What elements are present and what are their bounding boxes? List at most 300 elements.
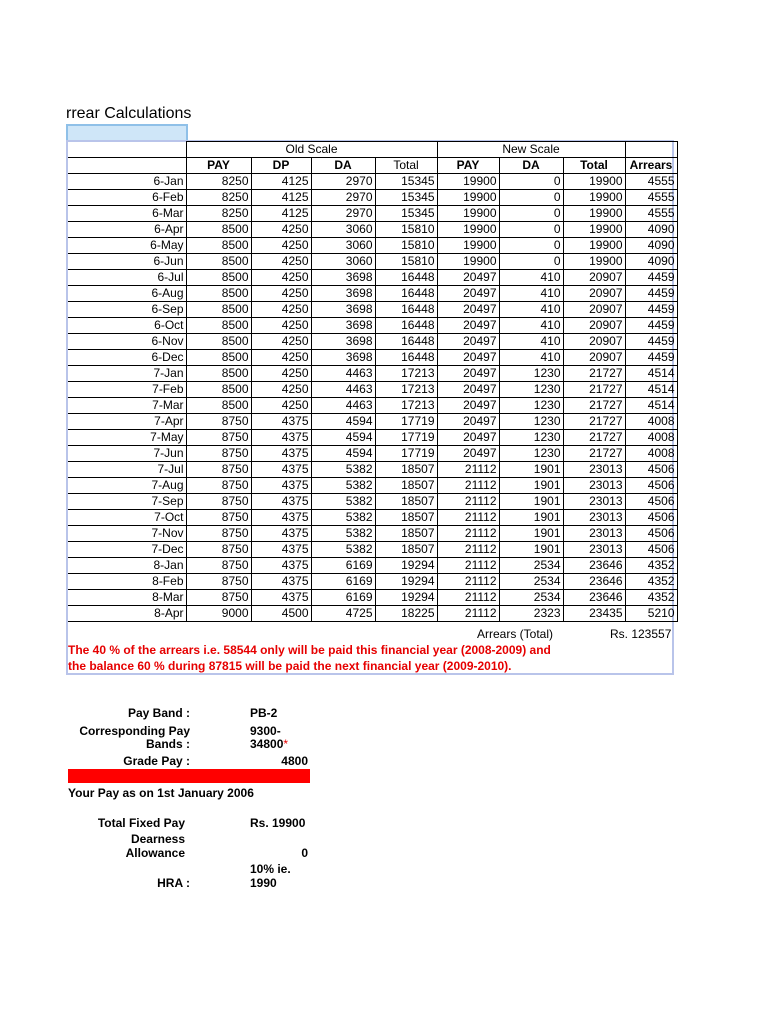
value-cell[interactable]: 4555 xyxy=(625,190,677,206)
value-cell[interactable]: 8750 xyxy=(186,478,251,494)
value-cell[interactable]: 19900 xyxy=(563,190,625,206)
month-cell[interactable]: 6-Jan xyxy=(68,174,186,190)
value-cell[interactable]: 23013 xyxy=(563,542,625,558)
grade-pay-value: 4800 xyxy=(281,754,308,768)
value-cell[interactable]: 4459 xyxy=(625,286,677,302)
value-cell[interactable]: 410 xyxy=(499,286,563,302)
hra-label: HRA : xyxy=(157,876,190,890)
month-cell[interactable]: 7-Sep xyxy=(68,494,186,510)
table-row xyxy=(68,398,677,414)
value-cell[interactable]: 16448 xyxy=(375,350,437,366)
value-cell[interactable]: 4008 xyxy=(625,430,677,446)
value-cell[interactable]: 4090 xyxy=(625,238,677,254)
value-cell[interactable]: 19900 xyxy=(563,254,625,270)
month-cell[interactable]: 7-Jul xyxy=(68,462,186,478)
value-cell[interactable]: 15810 xyxy=(375,238,437,254)
value-cell[interactable]: 4250 xyxy=(251,254,311,270)
value-cell[interactable]: 8250 xyxy=(186,206,251,222)
value-cell[interactable]: 0 xyxy=(499,222,563,238)
month-cell[interactable]: 7-Feb xyxy=(68,382,186,398)
value-cell[interactable]: 23013 xyxy=(563,510,625,526)
total-fixed-pay-label: Total Fixed Pay xyxy=(97,816,185,830)
month-cell[interactable]: 7-Nov xyxy=(68,526,186,542)
corresponding-pay-value-1: 9300- xyxy=(250,724,281,738)
value-cell[interactable]: 4125 xyxy=(251,206,311,222)
table-row xyxy=(68,510,677,526)
sheet-title: rrear Calculations xyxy=(66,105,192,122)
value-cell[interactable]: 5210 xyxy=(625,606,677,622)
value-cell[interactable]: 4459 xyxy=(625,318,677,334)
value-cell[interactable]: 4352 xyxy=(625,558,677,574)
value-cell[interactable]: 20497 xyxy=(437,414,499,430)
value-cell[interactable]: 4506 xyxy=(625,510,677,526)
table-row xyxy=(68,302,677,318)
value-cell[interactable]: 9000 xyxy=(186,606,251,622)
table-row xyxy=(68,318,677,334)
value-cell[interactable]: 410 xyxy=(499,302,563,318)
value-cell[interactable]: 8500 xyxy=(186,286,251,302)
value-cell[interactable]: 4375 xyxy=(251,446,311,462)
value-cell[interactable]: 4459 xyxy=(625,270,677,286)
new-scale-header: New Scale xyxy=(437,142,625,158)
value-cell[interactable]: 8750 xyxy=(186,494,251,510)
value-cell[interactable]: 4514 xyxy=(625,398,677,414)
value-cell[interactable]: 4375 xyxy=(251,558,311,574)
value-cell[interactable]: 6169 xyxy=(311,558,375,574)
col-header-old-dp: DP xyxy=(251,158,311,174)
old-scale-header: Old Scale xyxy=(186,142,437,158)
value-cell[interactable]: 410 xyxy=(499,350,563,366)
value-cell[interactable]: 18507 xyxy=(375,494,437,510)
value-cell[interactable]: 4506 xyxy=(625,462,677,478)
value-cell[interactable]: 1230 xyxy=(499,446,563,462)
value-cell[interactable]: 8500 xyxy=(186,238,251,254)
month-cell[interactable]: 7-Apr xyxy=(68,414,186,430)
value-cell[interactable]: 8750 xyxy=(186,414,251,430)
value-cell[interactable]: 4250 xyxy=(251,286,311,302)
table-row xyxy=(68,430,677,446)
value-cell[interactable]: 19900 xyxy=(437,206,499,222)
grade-pay-label: Grade Pay : xyxy=(123,754,190,768)
value-cell[interactable]: 2323 xyxy=(499,606,563,622)
month-cell[interactable]: 7-Jun xyxy=(68,446,186,462)
value-cell[interactable]: 1230 xyxy=(499,414,563,430)
value-cell[interactable]: 0 xyxy=(499,190,563,206)
value-cell[interactable]: 17719 xyxy=(375,446,437,462)
value-cell[interactable]: 4090 xyxy=(625,254,677,270)
value-cell[interactable]: 4459 xyxy=(625,334,677,350)
value-cell[interactable]: 21112 xyxy=(437,542,499,558)
value-cell[interactable]: 4008 xyxy=(625,446,677,462)
value-cell[interactable]: 21112 xyxy=(437,510,499,526)
value-cell[interactable]: 3698 xyxy=(311,334,375,350)
value-cell[interactable]: 1230 xyxy=(499,398,563,414)
value-cell[interactable]: 19900 xyxy=(437,222,499,238)
value-cell[interactable]: 1230 xyxy=(499,382,563,398)
value-cell[interactable]: 21727 xyxy=(563,382,625,398)
value-cell[interactable]: 8500 xyxy=(186,334,251,350)
value-cell[interactable]: 410 xyxy=(499,318,563,334)
value-cell[interactable]: 19294 xyxy=(375,558,437,574)
value-cell[interactable]: 20907 xyxy=(563,318,625,334)
month-cell[interactable]: 6-Oct xyxy=(68,318,186,334)
value-cell[interactable]: 20907 xyxy=(563,286,625,302)
month-cell[interactable]: 6-Jun xyxy=(68,254,186,270)
col-header-old-total: Total xyxy=(375,158,437,174)
value-cell[interactable]: 16448 xyxy=(375,302,437,318)
table-row xyxy=(68,494,677,510)
value-cell[interactable]: 23013 xyxy=(563,526,625,542)
table-row xyxy=(68,574,677,590)
value-cell[interactable]: 21112 xyxy=(437,590,499,606)
value-cell[interactable]: 5382 xyxy=(311,542,375,558)
value-cell[interactable]: 19900 xyxy=(563,206,625,222)
your-pay-heading: Your Pay as on 1st January 2006 xyxy=(68,786,254,800)
month-cell[interactable]: 7-Jan xyxy=(68,366,186,382)
value-cell[interactable]: 0 xyxy=(499,254,563,270)
value-cell[interactable]: 4125 xyxy=(251,190,311,206)
value-cell[interactable]: 19900 xyxy=(437,174,499,190)
value-cell[interactable]: 4594 xyxy=(311,430,375,446)
value-cell[interactable]: 1230 xyxy=(499,430,563,446)
value-cell[interactable]: 3698 xyxy=(311,286,375,302)
value-cell[interactable]: 3060 xyxy=(311,238,375,254)
value-cell[interactable]: 20907 xyxy=(563,350,625,366)
value-cell[interactable]: 16448 xyxy=(375,270,437,286)
value-cell[interactable]: 21112 xyxy=(437,462,499,478)
table-row xyxy=(68,542,677,558)
value-cell[interactable]: 20907 xyxy=(563,270,625,286)
value-cell[interactable]: 4506 xyxy=(625,478,677,494)
value-cell[interactable]: 21727 xyxy=(563,398,625,414)
value-cell[interactable]: 15810 xyxy=(375,222,437,238)
month-cell[interactable]: 8-Jan xyxy=(68,558,186,574)
value-cell[interactable]: 21727 xyxy=(563,446,625,462)
value-cell[interactable]: 20497 xyxy=(437,430,499,446)
value-cell[interactable]: 23013 xyxy=(563,494,625,510)
value-cell[interactable]: 8250 xyxy=(186,190,251,206)
note-line-2: the balance 60 % during 87815 will be paid the next financial year (2009-2010). xyxy=(68,659,512,673)
value-cell[interactable]: 2534 xyxy=(499,590,563,606)
value-cell[interactable]: 16448 xyxy=(375,334,437,350)
table-row xyxy=(68,446,677,462)
value-cell[interactable]: 21727 xyxy=(563,414,625,430)
value-cell[interactable]: 18507 xyxy=(375,510,437,526)
value-cell[interactable]: 8500 xyxy=(186,302,251,318)
value-cell[interactable]: 19900 xyxy=(437,190,499,206)
value-cell[interactable]: 1901 xyxy=(499,462,563,478)
value-cell[interactable]: 23435 xyxy=(563,606,625,622)
value-cell[interactable]: 19900 xyxy=(437,254,499,270)
value-cell[interactable]: 23646 xyxy=(563,558,625,574)
value-cell[interactable]: 20497 xyxy=(437,302,499,318)
table-row xyxy=(68,478,677,494)
value-cell[interactable]: 3698 xyxy=(311,302,375,318)
month-cell[interactable]: 6-Nov xyxy=(68,334,186,350)
value-cell[interactable]: 17213 xyxy=(375,366,437,382)
value-cell[interactable]: 19294 xyxy=(375,574,437,590)
table-row xyxy=(68,286,677,302)
value-cell[interactable]: 3698 xyxy=(311,318,375,334)
month-cell[interactable]: 6-Sep xyxy=(68,302,186,318)
value-cell[interactable]: 20497 xyxy=(437,270,499,286)
value-cell[interactable]: 4459 xyxy=(625,302,677,318)
value-cell[interactable]: 4008 xyxy=(625,414,677,430)
value-cell[interactable]: 2534 xyxy=(499,558,563,574)
value-cell[interactable]: 4250 xyxy=(251,318,311,334)
value-cell[interactable]: 2970 xyxy=(311,190,375,206)
value-cell[interactable]: 8750 xyxy=(186,462,251,478)
value-cell[interactable]: 4463 xyxy=(311,382,375,398)
value-cell[interactable]: 23646 xyxy=(563,574,625,590)
value-cell[interactable]: 4250 xyxy=(251,398,311,414)
month-cell[interactable]: 7-May xyxy=(68,430,186,446)
value-cell[interactable]: 4125 xyxy=(251,174,311,190)
value-cell[interactable]: 4506 xyxy=(625,542,677,558)
value-cell[interactable]: 3698 xyxy=(311,350,375,366)
value-cell[interactable]: 2534 xyxy=(499,574,563,590)
value-cell[interactable]: 1901 xyxy=(499,542,563,558)
value-cell[interactable]: 6169 xyxy=(311,574,375,590)
table-row xyxy=(68,206,677,222)
value-cell[interactable]: 8750 xyxy=(186,446,251,462)
value-cell[interactable]: 5382 xyxy=(311,494,375,510)
value-cell[interactable]: 3060 xyxy=(311,222,375,238)
value-cell[interactable]: 0 xyxy=(499,238,563,254)
value-cell[interactable]: 4352 xyxy=(625,574,677,590)
table-row xyxy=(68,366,677,382)
value-cell[interactable]: 6169 xyxy=(311,590,375,606)
value-cell[interactable]: 21727 xyxy=(563,430,625,446)
value-cell[interactable]: 8500 xyxy=(186,382,251,398)
value-cell[interactable]: 1901 xyxy=(499,510,563,526)
value-cell[interactable]: 8500 xyxy=(186,398,251,414)
value-cell[interactable]: 4594 xyxy=(311,446,375,462)
table-row xyxy=(68,526,677,542)
value-cell[interactable]: 21112 xyxy=(437,574,499,590)
table-row xyxy=(68,606,677,622)
table-row xyxy=(68,462,677,478)
value-cell[interactable]: 2970 xyxy=(311,174,375,190)
value-cell[interactable]: 4250 xyxy=(251,270,311,286)
value-cell[interactable]: 18507 xyxy=(375,478,437,494)
value-cell[interactable]: 8750 xyxy=(186,430,251,446)
value-cell[interactable]: 4375 xyxy=(251,590,311,606)
month-cell[interactable]: 6-Mar xyxy=(68,206,186,222)
value-cell[interactable]: 4725 xyxy=(311,606,375,622)
value-cell[interactable]: 4090 xyxy=(625,222,677,238)
value-cell[interactable]: 4250 xyxy=(251,382,311,398)
value-cell[interactable]: 4555 xyxy=(625,174,677,190)
scale-header-row xyxy=(68,142,677,158)
month-cell[interactable]: 6-Dec xyxy=(68,350,186,366)
value-cell[interactable]: 19900 xyxy=(563,238,625,254)
month-cell[interactable]: 6-Apr xyxy=(68,222,186,238)
value-cell[interactable]: 5382 xyxy=(311,462,375,478)
value-cell[interactable]: 17719 xyxy=(375,414,437,430)
required-star: * xyxy=(283,737,289,751)
value-cell[interactable]: 4375 xyxy=(251,526,311,542)
value-cell[interactable]: 19900 xyxy=(563,174,625,190)
value-cell[interactable]: 20497 xyxy=(437,446,499,462)
value-cell[interactable]: 17213 xyxy=(375,398,437,414)
value-cell[interactable]: 1230 xyxy=(499,366,563,382)
value-cell[interactable]: 5382 xyxy=(311,478,375,494)
value-cell[interactable]: 4375 xyxy=(251,430,311,446)
value-cell[interactable]: 1901 xyxy=(499,478,563,494)
value-cell[interactable]: 4594 xyxy=(311,414,375,430)
value-cell[interactable]: 8750 xyxy=(186,574,251,590)
table-row xyxy=(68,334,677,350)
value-cell[interactable]: 3060 xyxy=(311,254,375,270)
value-cell[interactable]: 4375 xyxy=(251,574,311,590)
value-cell[interactable]: 15345 xyxy=(375,190,437,206)
value-cell[interactable]: 18507 xyxy=(375,462,437,478)
value-cell[interactable]: 2970 xyxy=(311,206,375,222)
value-cell[interactable]: 21727 xyxy=(563,366,625,382)
value-cell[interactable]: 4250 xyxy=(251,350,311,366)
value-cell[interactable]: 8500 xyxy=(186,222,251,238)
value-cell[interactable]: 4375 xyxy=(251,494,311,510)
value-cell[interactable]: 4375 xyxy=(251,414,311,430)
value-cell[interactable]: 20497 xyxy=(437,318,499,334)
value-cell[interactable]: 4250 xyxy=(251,238,311,254)
value-cell[interactable]: 4250 xyxy=(251,302,311,318)
value-cell[interactable]: 8500 xyxy=(186,350,251,366)
value-cell[interactable]: 5382 xyxy=(311,510,375,526)
value-cell[interactable]: 4375 xyxy=(251,510,311,526)
value-cell[interactable]: 410 xyxy=(499,270,563,286)
value-cell[interactable]: 19294 xyxy=(375,590,437,606)
month-cell[interactable]: 7-Dec xyxy=(68,542,186,558)
value-cell[interactable]: 4555 xyxy=(625,206,677,222)
value-cell[interactable]: 1901 xyxy=(499,526,563,542)
month-cell[interactable]: 8-Mar xyxy=(68,590,186,606)
value-cell[interactable]: 8750 xyxy=(186,542,251,558)
month-cell[interactable]: 7-Mar xyxy=(68,398,186,414)
month-cell[interactable]: 6-Aug xyxy=(68,286,186,302)
value-cell[interactable]: 4506 xyxy=(625,494,677,510)
corresponding-pay-label-1: Corresponding Pay xyxy=(79,724,190,738)
value-cell[interactable]: 4514 xyxy=(625,366,677,382)
month-cell[interactable]: 6-Feb xyxy=(68,190,186,206)
value-cell[interactable]: 1901 xyxy=(499,494,563,510)
month-cell[interactable]: 7-Aug xyxy=(68,478,186,494)
value-cell[interactable]: 4250 xyxy=(251,334,311,350)
hra-value-2: 1990 xyxy=(250,876,277,890)
value-cell[interactable]: 21112 xyxy=(437,478,499,494)
value-cell[interactable]: 0 xyxy=(499,174,563,190)
table-row xyxy=(68,190,677,206)
value-cell[interactable]: 8500 xyxy=(186,366,251,382)
column-header-row xyxy=(68,158,677,174)
value-cell[interactable]: 5382 xyxy=(311,526,375,542)
value-cell[interactable]: 16448 xyxy=(375,286,437,302)
value-cell[interactable]: 23013 xyxy=(563,478,625,494)
value-cell[interactable]: 21112 xyxy=(437,526,499,542)
col-header-old-da: DA xyxy=(311,158,375,174)
value-cell[interactable]: 17719 xyxy=(375,430,437,446)
value-cell[interactable]: 19900 xyxy=(563,222,625,238)
value-cell[interactable]: 4250 xyxy=(251,366,311,382)
table-row xyxy=(68,222,677,238)
value-cell[interactable]: 20497 xyxy=(437,334,499,350)
month-cell[interactable]: 8-Apr xyxy=(68,606,186,622)
hra-value-1: 10% ie. xyxy=(250,862,291,876)
arrears-total-label: Arrears (Total) xyxy=(477,627,554,641)
value-cell[interactable]: 8750 xyxy=(186,558,251,574)
value-cell[interactable]: 4514 xyxy=(625,382,677,398)
table-row xyxy=(68,174,677,190)
value-cell[interactable]: 17213 xyxy=(375,382,437,398)
value-cell[interactable]: 8500 xyxy=(186,270,251,286)
arrears-total-value: Rs. 123557 xyxy=(610,627,672,641)
value-cell[interactable]: 15810 xyxy=(375,254,437,270)
table-row xyxy=(68,270,677,286)
value-cell[interactable]: 4463 xyxy=(311,366,375,382)
table-row xyxy=(68,558,677,574)
value-cell[interactable]: 20497 xyxy=(437,382,499,398)
col-header-old-pay: PAY xyxy=(186,158,251,174)
arrears-table xyxy=(68,141,678,622)
value-cell[interactable]: 20497 xyxy=(437,350,499,366)
value-cell[interactable]: 4375 xyxy=(251,462,311,478)
value-cell[interactable]: 18225 xyxy=(375,606,437,622)
value-cell[interactable]: 8250 xyxy=(186,174,251,190)
value-cell[interactable]: 4352 xyxy=(625,590,677,606)
value-cell[interactable]: 16448 xyxy=(375,318,437,334)
value-cell[interactable]: 8750 xyxy=(186,526,251,542)
month-cell[interactable]: 8-Feb xyxy=(68,574,186,590)
value-cell[interactable]: 8500 xyxy=(186,254,251,270)
value-cell[interactable]: 410 xyxy=(499,334,563,350)
value-cell[interactable]: 23646 xyxy=(563,590,625,606)
value-cell[interactable]: 15345 xyxy=(375,206,437,222)
value-cell[interactable]: 21112 xyxy=(437,494,499,510)
table-row xyxy=(68,350,677,366)
value-cell[interactable]: 8750 xyxy=(186,590,251,606)
value-cell[interactable]: 8500 xyxy=(186,318,251,334)
value-cell[interactable]: 20907 xyxy=(563,334,625,350)
dearness-allowance-label-1: Dearness xyxy=(130,832,185,846)
value-cell[interactable]: 0 xyxy=(499,206,563,222)
value-cell[interactable]: 15345 xyxy=(375,174,437,190)
value-cell[interactable]: 4463 xyxy=(311,398,375,414)
month-cell[interactable]: 6-May xyxy=(68,238,186,254)
value-cell[interactable]: 3698 xyxy=(311,270,375,286)
value-cell[interactable]: 21112 xyxy=(437,606,499,622)
table-row xyxy=(68,414,677,430)
month-cell[interactable]: 6-Jul xyxy=(68,270,186,286)
value-cell[interactable]: 4250 xyxy=(251,222,311,238)
value-cell[interactable]: 20497 xyxy=(437,398,499,414)
value-cell[interactable]: 20907 xyxy=(563,302,625,318)
value-cell[interactable]: 4506 xyxy=(625,526,677,542)
value-cell[interactable]: 4375 xyxy=(251,478,311,494)
value-cell[interactable]: 21112 xyxy=(437,558,499,574)
value-cell[interactable]: 23013 xyxy=(563,462,625,478)
value-cell[interactable]: 4375 xyxy=(251,542,311,558)
value-cell[interactable]: 20497 xyxy=(437,366,499,382)
value-cell[interactable]: 18507 xyxy=(375,542,437,558)
value-cell[interactable]: 8750 xyxy=(186,510,251,526)
value-cell[interactable]: 4459 xyxy=(625,350,677,366)
value-cell[interactable]: 4500 xyxy=(251,606,311,622)
value-cell[interactable]: 19900 xyxy=(437,238,499,254)
month-cell[interactable]: 7-Oct xyxy=(68,510,186,526)
value-cell[interactable]: 20497 xyxy=(437,286,499,302)
value-cell[interactable]: 18507 xyxy=(375,526,437,542)
